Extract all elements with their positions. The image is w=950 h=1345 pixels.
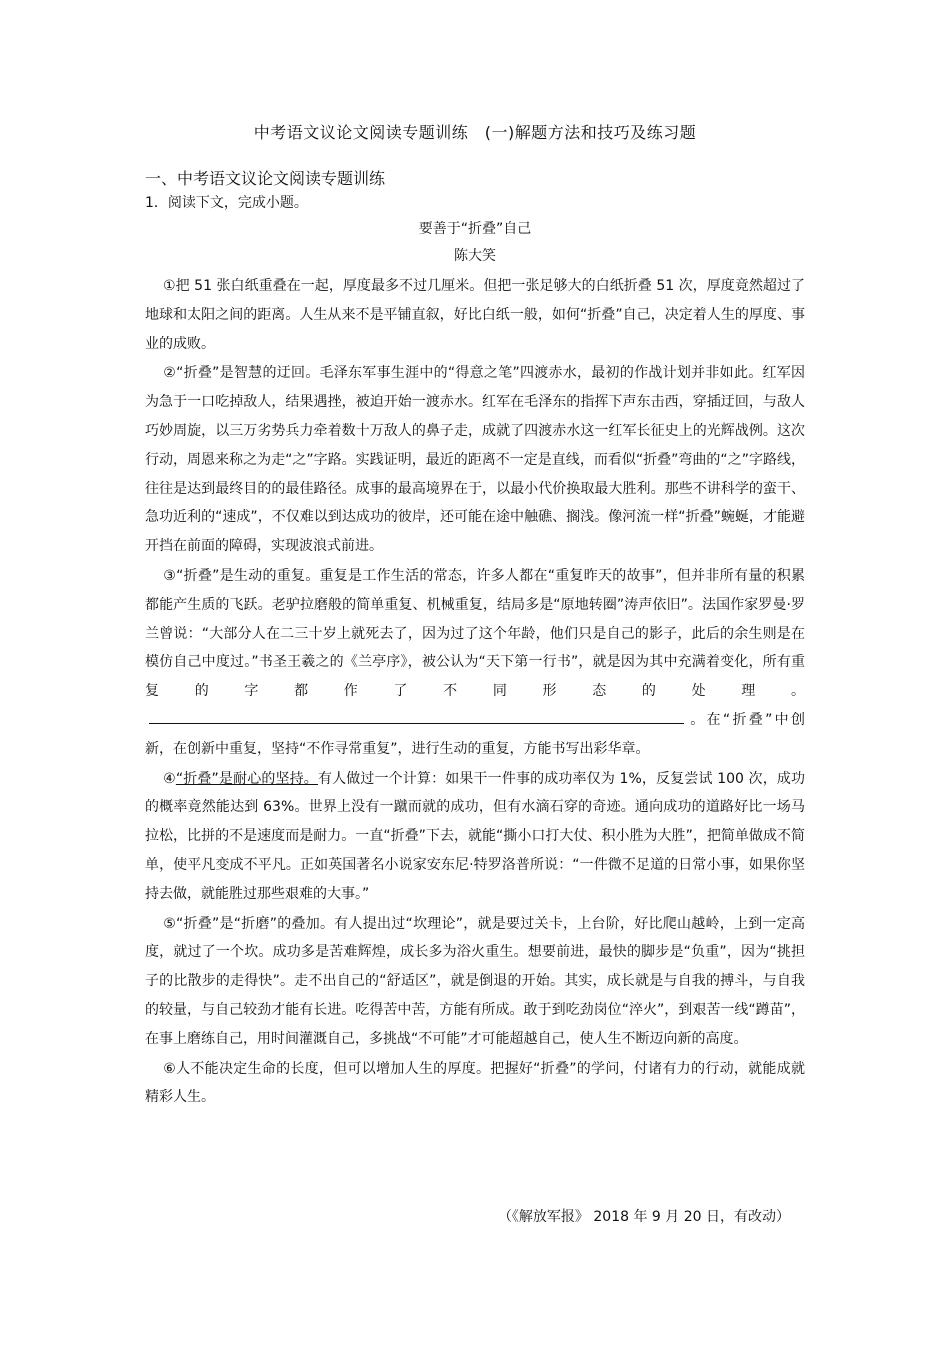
paragraph-4 (145, 765, 805, 909)
paragraph-3 (145, 562, 805, 764)
paragraph-4-text: 有人做过一个计算：如果干一件事的成功率仅为 1%，反复尝试 100 次，成功的概率竟然能达到 63%。世界上没有一蹴而就的成功，但有水滴石穿的奇迹。通向成功的道路好比一场马拉松，比拼的不是速度而是耐力。一直“折叠”下去，就能“撕小口打大仗、积小胜为大胜”，把简单做成不简单，使平凡变成不平凡。正如英国著名小说家安东尼·特罗洛普所说：“一件微不足道的日常小事，如果你坚持去做，就能胜过那些艰难的大事。” (145, 770, 805, 902)
article-author: 陈大笑 (454, 248, 496, 264)
paragraph-5-text: ⑤“折叠”是“折磨”的叠加。有人提出过“坎理论”，就是要过关卡，上台阶，好比爬山越岭，上到一定高度，就过了一个坎。成功多是苦难辉煌，成长多为浴火重生。想要前进，最快的脚步是“负重”，因为“挑担子的比散步的走得快”。走不出自己的“舒适区”，就是倒退的开始。其实，成长就是与自我的搏斗，与自我的较量，与自己较劲才能有长进。吃得苦中苦，方能有所成。敢于到吃劲岗位“淬火”，到艰苦一线“蹲苗”，在事上磨练自己，用时间灌溉自己，多挑战“不可能”才可能超越自己，使人生不断迈向新的高度。 (145, 915, 805, 1047)
paragraph-3-text-after: 。在“折叠”中创新，在创新中重复，坚持“不作寻常重复”，进行生动的重复，方能书写出彩华章。 (145, 711, 805, 757)
article-source: （《解放军报》 2018 年 9 月 20 日，有改动） (497, 1209, 790, 1225)
paragraph-6 (145, 1055, 805, 1113)
question-prompt: 1．阅读下文，完成小题。 (145, 195, 308, 211)
article-title: 要善于“折叠”自己 (418, 221, 532, 237)
paragraph-4-number: ④ (163, 770, 176, 787)
paragraph-4-underlined-sentence: “折叠”是耐心的坚持。 (175, 770, 318, 787)
paragraph-3-text-before: ③“折叠”是生动的重复。重复是工作生活的常态，许多人都在“重复昨天的故事”，但并非所有量的积累都能产生质的飞跃。老驴拉磨般的简单重复、机械重复，结局多是“原地转圈”涛声依旧”。法国作家罗曼·罗兰曾说：“大部分人在二三十岁上就死去了，因为过了这个年龄，他们只是自己的影子，此后的余生则是在模仿自己中度过。”书圣王羲之的《兰亭序》，被公认为“天下第一行书”，就是因为其中充满着变化，所有重复的字都作了不同形态的处理。 (145, 567, 805, 700)
paragraph-1 (145, 272, 805, 358)
paragraph-2-text: ②“折叠”是智慧的迂回。毛泽东军事生涯中的“得意之笔”四渡赤水，最初的作战计划并非如此。红军因为急于一口吃掉敌人，结果遇挫，被迫开始一渡赤水。红军在毛泽东的指挥下声东击西，穿插迂回，与敌人巧妙周旋，以三万劣势兵力牵着数十万敌人的鼻子走，成就了四渡赤水这一红军长征史上的光辉战例。这次行动，周恩来称之为走“之”字路。实践证明，最近的距离不一定是直线，而看似“折叠”弯曲的“之”字路线，往往是达到最终目的的最佳路径。成事的最高境界在于，以最小代价换取最大胜利。那些不讲科学的蛮干、急功近利的“速成”，不仅难以到达成功的彼岸，还可能在途中触礁、搁浅。像河流一样“折叠”蜿蜒，才能避开挡在前面的障碍，实现波浪式前进。 (145, 365, 805, 555)
document-title: 中考语文议论文阅读专题训练 (一)解题方法和技巧及练习题 (253, 123, 697, 142)
paragraph-6-text: ⑥人不能决定生命的长度，但可以增加人生的厚度。把握好“折叠”的学问，付诸有力的行动，就能成就精彩人生。 (145, 1060, 805, 1106)
article-body (145, 272, 805, 1113)
paragraph-2 (145, 359, 805, 561)
section-heading: 一、中考语文议论文阅读专题训练 (145, 169, 386, 188)
paragraph-5 (145, 910, 805, 1054)
answer-blank[interactable] (149, 707, 684, 724)
paragraph-1-text: ①把 51 张白纸重叠在一起，厚度最多不过几厘米。但把一张足够大的白纸折叠 51 次，厚度竟然超过了地球和太阳之间的距离。人生从来不是平铺直叙，好比白纸一般，如何“折叠”自己，决定着人生的厚度、事业的成败。 (145, 278, 805, 352)
